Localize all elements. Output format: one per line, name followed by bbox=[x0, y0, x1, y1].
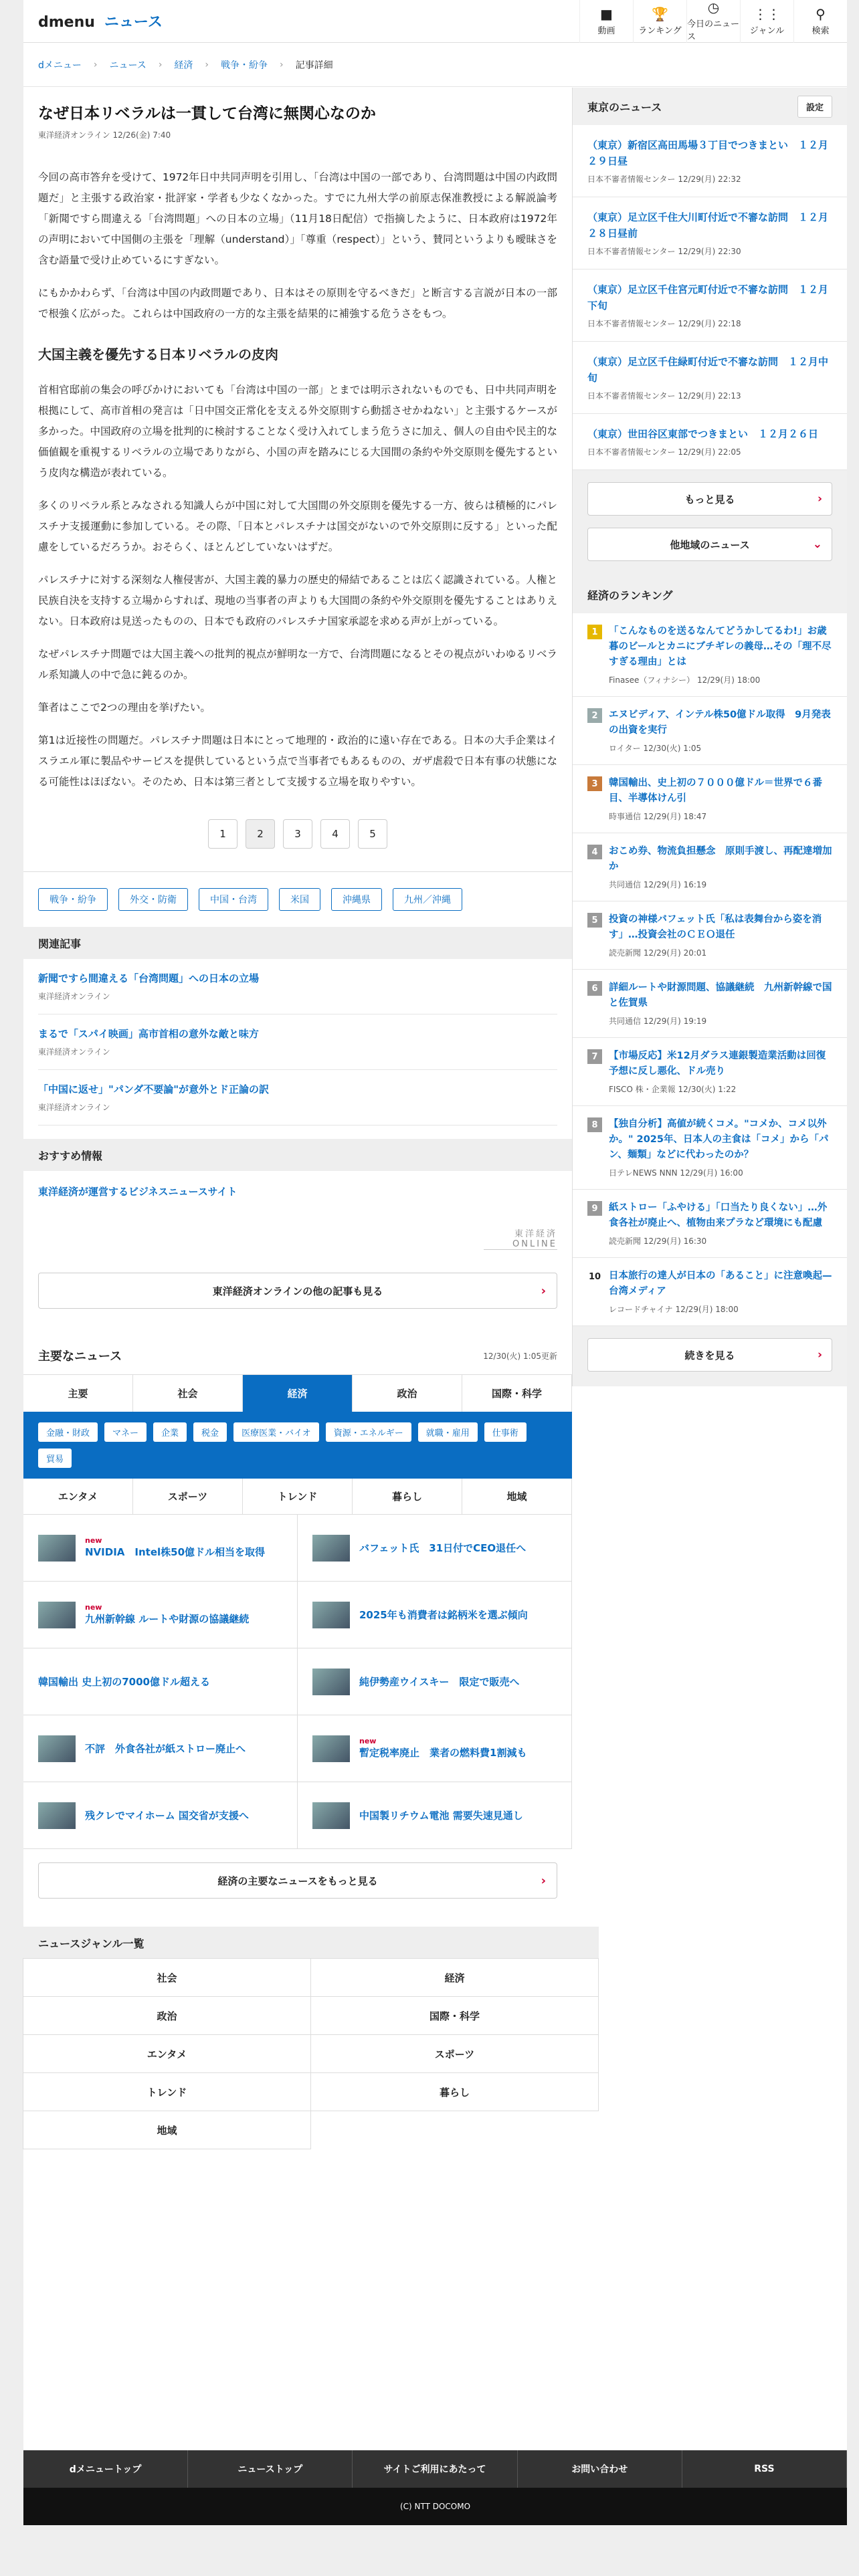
ranking-title[interactable]: 「こんなものを送るなんてどうかしてるわ!」お歳暮のビールとカニにブチギレの義母…その「理不尽すぎる理由」とは bbox=[609, 626, 832, 667]
clock-icon: ◷ bbox=[707, 0, 720, 15]
recommend-box bbox=[23, 1171, 572, 1263]
ranking-body bbox=[609, 980, 832, 1027]
major-news-item[interactable] bbox=[298, 1648, 572, 1715]
sub-category-tag[interactable]: 医療医業・バイオ bbox=[233, 1422, 319, 1442]
related-title[interactable]: 新聞ですら間違える「台湾問題」への日本の立場 bbox=[38, 972, 260, 984]
sub-category-tag[interactable]: マネー bbox=[104, 1422, 147, 1442]
genre-heading: ニュースジャンル一覧 bbox=[23, 1927, 599, 1959]
local-news-title[interactable]: （東京）足立区千住宮元町付近で不審な訪問 １２月下旬 bbox=[587, 284, 829, 312]
major-news-title: バフェット氏 31日付でCEO退任へ bbox=[359, 1541, 527, 1554]
article-paragraph: 今回の高市答弁を受けて、1972年日中共同声明を引用し、「台湾は中国の一部であり、台湾問題は中国の内政問題だ」と主張する政治家・批評家・学者も少なくなかった。すでに九州大学の前原志保准教授による解説論考「新聞ですら間違える「台湾問題」への日本の立場」（11月18日配信）で指摘したように、日本政府は1972年の声明において中国側の主張を「理解（understand）」「尊重（respect）」という、賛同というよりも曖昧さを含む語量で受け止めているにすぎない。 bbox=[38, 171, 557, 266]
footer-nav bbox=[23, 2450, 847, 2488]
major-news-item[interactable] bbox=[298, 1582, 572, 1648]
major-news-title: 残クレでマイホーム 国交省が支援へ bbox=[85, 1809, 249, 1822]
major-news bbox=[23, 1337, 572, 1899]
chevron-right-icon: › bbox=[541, 1283, 546, 1298]
sub-category-tag[interactable]: 税金 bbox=[193, 1422, 227, 1442]
major-news-header bbox=[23, 1337, 572, 1374]
related-title[interactable]: まるで「スパイ映画」高市首相の意外な敵と味方 bbox=[38, 1028, 259, 1040]
local-news-title[interactable]: （東京）足立区千住大川町付近で不審な訪問 １２月２８日昼前 bbox=[587, 211, 829, 239]
ranking-source: 日テレNEWS NNN 12/29(月) 16:00 bbox=[609, 1168, 743, 1178]
rank-number: 8 bbox=[587, 1117, 602, 1132]
major-news-text bbox=[359, 1808, 523, 1823]
major-news-item[interactable] bbox=[23, 1648, 298, 1715]
site-header bbox=[23, 0, 847, 43]
news-thumbnail bbox=[312, 1735, 350, 1762]
ranking-title[interactable]: 投資の神様バフェット氏「私は表舞台から姿を消す」…投資会社のＣＥＯ退任 bbox=[609, 914, 822, 940]
chevron-right-icon: › bbox=[817, 1348, 822, 1362]
article-paragraph: パレスチナに対する深刻な人権侵害が、大国主義的暴力の歴史的帰結であることは広く認識されている。人権と民族自決を支持する立場からすれば、現地の当事者の声よりも大国間の条約や外交原則を優先することはありえない。日本政府は見送ったものの、日本でも政府のパレスチナ国家承認を求める声が上がっている。 bbox=[38, 574, 557, 627]
major-news-title: 純伊勢産ウイスキー 限定で販売へ bbox=[359, 1675, 520, 1688]
search-icon: ⚲ bbox=[816, 5, 826, 22]
tag-chip[interactable]: 中国・台湾 bbox=[199, 888, 268, 911]
article bbox=[23, 88, 572, 849]
chevron-right-icon: › bbox=[280, 59, 284, 70]
ranking-item[interactable] bbox=[573, 1106, 847, 1190]
related-item[interactable] bbox=[38, 959, 557, 1014]
ranking-item[interactable] bbox=[573, 1190, 847, 1258]
local-news-title[interactable]: （東京）世田谷区東部でつきまとい １２月２６日 bbox=[587, 428, 819, 440]
button-label: 東洋経済オンラインの他の記事も見る bbox=[212, 1285, 383, 1297]
pagination bbox=[38, 819, 557, 849]
article-source: 東洋経済オンライン 12/26(金) 7:40 bbox=[38, 130, 171, 140]
more-local-button[interactable] bbox=[587, 482, 832, 516]
ranking-source: 読売新聞 12/29(月) 20:01 bbox=[609, 948, 707, 958]
major-news-grid bbox=[23, 1515, 572, 1849]
other-region-button[interactable] bbox=[587, 528, 832, 561]
major-news-item[interactable] bbox=[23, 1515, 298, 1582]
chevron-right-icon: › bbox=[541, 1873, 546, 1888]
tab-secondary-2[interactable]: トレンド bbox=[243, 1479, 353, 1514]
major-tabs bbox=[23, 1374, 572, 1412]
chevron-down-icon: ⌄ bbox=[812, 538, 822, 551]
ranking-source: 共同通信 12/29(月) 19:19 bbox=[609, 1016, 707, 1026]
related-heading: 関連記事 bbox=[23, 927, 572, 959]
page-number[interactable]: 3 bbox=[283, 819, 312, 849]
local-news-source: 日本不審者情報センター 12/29(月) 22:32 bbox=[587, 175, 741, 184]
local-news-item[interactable] bbox=[573, 414, 847, 470]
ranking-body bbox=[609, 912, 832, 958]
trophy-icon: 🏆 bbox=[652, 5, 668, 22]
ranking-source: レコードチャイナ 12/29(月) 18:00 bbox=[609, 1305, 739, 1314]
major-news-title: 不評 外食各社が紙ストロー廃止へ bbox=[85, 1742, 246, 1755]
major-news-item[interactable] bbox=[23, 1715, 298, 1782]
ranking-body bbox=[609, 1200, 832, 1247]
local-news-item[interactable] bbox=[573, 342, 847, 414]
footer-link[interactable]: サイトご利用にあたって bbox=[353, 2450, 517, 2488]
ranking-item[interactable] bbox=[573, 1038, 847, 1106]
page-number[interactable]: 5 bbox=[358, 819, 387, 849]
news-thumbnail bbox=[312, 1669, 350, 1695]
more-ranking-button[interactable] bbox=[587, 1338, 832, 1372]
site-logo[interactable] bbox=[38, 11, 163, 31]
header-nav-item[interactable] bbox=[686, 0, 740, 43]
article-paragraph: 首相官邸前の集会の呼びかけにおいても「台湾は中国の一部」とまでは明示されないものでも、日中共同声明を根拠にして、高市首相の発言は「日中国交正常化を支える外交原則すら動揺させかねない」と主張するケースが多かった。中国政府の立場を批判的に検討することなく受け入れてしまう危うさに加え、個人の自由や民主的な価値観を重視するリベラルの立場でありながら、小国の声を踏みにじる大国間の条約や外交原則を優先するという皮肉な構造が表れている。 bbox=[38, 384, 557, 479]
tab-secondary-3[interactable]: 暮らし bbox=[353, 1479, 462, 1514]
major-news-text bbox=[85, 1604, 249, 1626]
header-nav-label: 検索 bbox=[812, 25, 830, 36]
tag-chip[interactable]: 沖縄県 bbox=[331, 888, 382, 911]
ranking-item[interactable] bbox=[573, 901, 847, 970]
major-news-text bbox=[359, 1608, 528, 1622]
related-source: 東洋経済オンライン bbox=[38, 1103, 110, 1112]
tag-chip[interactable]: 米国 bbox=[279, 888, 320, 911]
ranking-body bbox=[609, 1269, 832, 1315]
tab-4[interactable]: 国際・科学 bbox=[462, 1375, 572, 1412]
article-paragraph: 筆者はここで2つの理由を挙げたい。 bbox=[38, 702, 211, 714]
ranking-source: 共同通信 12/29(月) 16:19 bbox=[609, 880, 707, 889]
tab-1[interactable]: 社会 bbox=[133, 1375, 243, 1412]
major-news-item[interactable] bbox=[298, 1782, 572, 1849]
header-nav-item[interactable] bbox=[579, 0, 633, 43]
local-news-source: 日本不審者情報センター 12/29(月) 22:30 bbox=[587, 247, 741, 256]
new-badge: new bbox=[359, 1736, 377, 1745]
ranking-title[interactable]: 紙ストロー「ふやける」「口当たり良くない」…外食各社が廃止へ、植物由来プラなど環境にも配慮 bbox=[609, 1202, 828, 1228]
site-footer bbox=[23, 2450, 847, 2525]
logo-service: ニュース bbox=[104, 14, 163, 31]
local-news-item[interactable] bbox=[573, 125, 847, 197]
copyright: (C) NTT DOCOMO bbox=[23, 2488, 847, 2525]
ranking-header bbox=[573, 576, 847, 613]
header-nav-item[interactable] bbox=[793, 0, 847, 43]
button-label: もっと見る bbox=[684, 493, 735, 506]
breadcrumb-current: 記事詳細 bbox=[295, 60, 333, 71]
major-news-text bbox=[359, 1737, 527, 1760]
ranking-body bbox=[609, 776, 832, 822]
sub-category-tag[interactable]: 貿易 bbox=[38, 1448, 72, 1468]
major-news-title: 九州新幹線 ルートや財源の協議継続 bbox=[85, 1612, 250, 1625]
ranking-source: ロイター 12/30(火) 1:05 bbox=[609, 744, 702, 753]
breadcrumb-link[interactable]: dメニュー bbox=[38, 60, 82, 71]
tab-secondary-0[interactable]: エンタメ bbox=[23, 1479, 133, 1514]
tab-secondary-4[interactable]: 地域 bbox=[462, 1479, 572, 1514]
related-title[interactable]: 「中国に返せ」"パンダ不要論"が意外とド正論の訳 bbox=[38, 1083, 270, 1095]
genre-item[interactable]: 暮らし bbox=[310, 2072, 599, 2111]
ranking-heading: 経済のランキング bbox=[587, 588, 673, 602]
major-news-title: 韓国輸出 史上初の7000億ドル超える bbox=[38, 1675, 210, 1688]
major-news-item[interactable] bbox=[23, 1782, 298, 1849]
genre-item[interactable]: 経済 bbox=[310, 1958, 599, 1997]
article-paragraph: 多くのリベラル系とみなされる知識人らが中国に対して大国間の外交原則を優先する一方、彼らは積極的にパレスチナ支援運動に参加している。その際、「日本とパレスチナは国交がないので外交原則に反する」といった配慮をしているだろうか。おそらく、ほとんどしていないはずだ。 bbox=[38, 500, 557, 553]
genre-item[interactable]: 政治 bbox=[23, 1996, 311, 2035]
tag-chip[interactable]: 戦争・紛争 bbox=[38, 888, 108, 911]
new-badge: new bbox=[85, 1602, 102, 1612]
grid-icon: ⋮⋮ bbox=[753, 5, 781, 22]
ranking-title[interactable]: 日本旅行の達人が日本の「あること」に注意喚起—台湾メディア bbox=[609, 1271, 832, 1297]
button-label: 他地域のニュース bbox=[670, 538, 750, 551]
chevron-right-icon: › bbox=[817, 492, 822, 506]
header-nav-label: 今日のニュース bbox=[687, 19, 740, 42]
news-thumbnail bbox=[38, 1535, 76, 1562]
major-news-text bbox=[359, 1675, 519, 1689]
toyokeizai-logo: 東洋経済 ONLINE bbox=[484, 1226, 557, 1250]
rank-number: 2 bbox=[587, 708, 602, 723]
news-thumbnail bbox=[38, 1602, 76, 1628]
tab-secondary-1[interactable]: スポーツ bbox=[133, 1479, 243, 1514]
ranking-item[interactable] bbox=[573, 613, 847, 697]
major-news-title: NVIDIA Intel株50億ドル相当を取得 bbox=[85, 1545, 266, 1558]
ranking-title[interactable]: 詳細ルートや財源問題、協議継続 九州新幹線で国と佐賀県 bbox=[609, 982, 832, 1008]
article-tags bbox=[23, 871, 572, 927]
header-nav-label: ジャンル bbox=[749, 25, 785, 36]
major-news-text bbox=[359, 1541, 526, 1555]
ranking-list bbox=[573, 613, 847, 1326]
sub-category-tag[interactable]: 金融・財政 bbox=[38, 1422, 98, 1442]
article-paragraph: 第1は近接性の問題だ。パレスチナ問題は日本にとって地理的・政治的に遠い存在である。日本の大手企業はイスラエル軍に製品やサービスを提供しているという点で当事者でもあるものの、ガザ虐殺で日本有事の状態になる可能性はほぼない。そのため、日本は第三者として支援する立場を取りやすい。 bbox=[38, 734, 557, 788]
sub-category-tags bbox=[23, 1412, 572, 1479]
local-news-item[interactable] bbox=[573, 270, 847, 342]
article-paragraph: なぜパレスチナ問題では大国主義への批判的視点が鮮明な一方で、台湾問題になるとその視点がいわゆるリベラル系知識人の中で急に鈍るのか。 bbox=[38, 648, 557, 681]
major-news-text bbox=[85, 1741, 246, 1756]
ranking-source: 読売新聞 12/29(月) 16:30 bbox=[609, 1237, 707, 1246]
local-news-list bbox=[573, 125, 847, 470]
ranking-body bbox=[609, 624, 832, 685]
button-label: 続きを見る bbox=[684, 1349, 735, 1362]
tab-3[interactable]: 政治 bbox=[353, 1375, 462, 1412]
genre-item[interactable]: 社会 bbox=[23, 1958, 311, 1997]
footer-link[interactable]: お問い合わせ bbox=[518, 2450, 682, 2488]
news-thumbnail bbox=[38, 1735, 76, 1762]
sidebar bbox=[572, 88, 847, 1386]
chevron-right-icon: › bbox=[93, 59, 98, 70]
page-number[interactable]: 1 bbox=[208, 819, 237, 849]
major-news-item[interactable] bbox=[298, 1715, 572, 1782]
ranking-title[interactable]: 韓国輸出、史上初の７０００億ドル＝世界で６番目、半導体けん引 bbox=[609, 778, 822, 804]
chevron-right-icon: › bbox=[158, 59, 163, 70]
major-news-text bbox=[85, 1808, 249, 1823]
video-icon: ■ bbox=[600, 5, 613, 22]
breadcrumb-link[interactable]: ニュース bbox=[109, 60, 147, 71]
genre-item[interactable]: 国際・科学 bbox=[310, 1996, 599, 2035]
local-news-source: 日本不審者情報センター 12/29(月) 22:05 bbox=[587, 447, 741, 457]
tag-chip[interactable]: 外交・防衛 bbox=[118, 888, 188, 911]
ranking-body bbox=[609, 1049, 832, 1095]
major-news-heading: 主要なニュース bbox=[38, 1350, 122, 1364]
header-nav bbox=[579, 0, 847, 43]
local-news-header bbox=[573, 88, 847, 125]
major-news-item[interactable] bbox=[23, 1582, 298, 1648]
major-news-title: 暫定税率廃止 業者の燃料費1割減も bbox=[359, 1746, 527, 1759]
tab-0[interactable]: 主要 bbox=[23, 1375, 133, 1412]
ranking-item[interactable] bbox=[573, 765, 847, 833]
rank-number: 5 bbox=[587, 913, 602, 928]
major-news-item[interactable] bbox=[298, 1515, 572, 1582]
local-news-source: 日本不審者情報センター 12/29(月) 22:18 bbox=[587, 319, 741, 328]
page-number[interactable]: 2 bbox=[246, 819, 275, 849]
news-thumbnail bbox=[312, 1535, 350, 1562]
page-number[interactable]: 4 bbox=[320, 819, 350, 849]
major-tabs-secondary bbox=[23, 1479, 572, 1515]
sub-category-tag[interactable]: 就職・雇用 bbox=[418, 1422, 478, 1442]
footer-link[interactable]: RSS bbox=[682, 2450, 847, 2488]
logo-brand: dmenu bbox=[38, 14, 95, 31]
ranking-title[interactable]: エヌビディア、インテル株50億ドル取得 9月発表の出資を実行 bbox=[609, 710, 831, 736]
genre-item[interactable]: トレンド bbox=[23, 2072, 311, 2111]
chevron-right-icon: › bbox=[205, 59, 209, 70]
genre-item[interactable]: 地域 bbox=[23, 2111, 311, 2149]
major-news-title: 2025年も消費者は銘柄米を選ぶ傾向 bbox=[359, 1608, 528, 1621]
news-thumbnail bbox=[38, 1802, 76, 1829]
related-source: 東洋経済オンライン bbox=[38, 1047, 110, 1057]
article-title: なぜ日本リベラルは一貫して台湾に無関心なのか bbox=[38, 105, 376, 122]
rank-number: 1 bbox=[587, 625, 602, 639]
header-nav-item[interactable] bbox=[633, 0, 686, 43]
article-subheading: 大国主義を優先する日本リベラルの皮肉 bbox=[38, 346, 278, 362]
rank-number: 7 bbox=[587, 1049, 602, 1064]
settings-button[interactable]: 設定 bbox=[797, 96, 832, 118]
related-item[interactable] bbox=[38, 1014, 557, 1070]
genre-grid bbox=[23, 1959, 599, 2149]
more-toyokeizai-button[interactable] bbox=[38, 1273, 557, 1309]
ranking-title[interactable]: おこめ券、物流負担懸念 原則手渡し、再配達増加か bbox=[609, 846, 832, 872]
breadcrumb-link[interactable]: 経済 bbox=[174, 60, 193, 71]
recommend-link[interactable]: 東洋経済が運営するビジネスニュースサイト bbox=[38, 1186, 237, 1198]
rank-number: 4 bbox=[587, 845, 602, 859]
ranking-title[interactable]: 【市場反応】米12月ダラス連銀製造業活動は回復予想に反し悪化、ドル売り bbox=[609, 1051, 826, 1077]
ranking-source: 時事通信 12/29(月) 18:47 bbox=[609, 812, 707, 821]
local-news-heading: 東京のニュース bbox=[587, 100, 662, 114]
footer-link[interactable]: ニューストップ bbox=[188, 2450, 353, 2488]
ranking-item[interactable] bbox=[573, 970, 847, 1038]
rank-number: 10 bbox=[588, 1271, 601, 1282]
ranking-body bbox=[609, 844, 832, 890]
rank-number: 6 bbox=[587, 981, 602, 996]
updated-time: 12/30(火) 1:05更新 bbox=[483, 1351, 557, 1361]
ranking-item[interactable] bbox=[573, 1258, 847, 1326]
ranking-item[interactable] bbox=[573, 697, 847, 765]
main-column bbox=[23, 88, 572, 2149]
ranking-body bbox=[609, 708, 832, 754]
article-paragraph: にもかかわらず、「台湾は中国の内政問題であり、日本はその原則を守るべきだ」と断言する言説が日本の一部で根強く広がった。これらは中国政府の一方的な主張を結果的に補強する危うさをもつ。 bbox=[38, 287, 557, 320]
local-news-source: 日本不審者情報センター 12/29(月) 22:13 bbox=[587, 391, 741, 401]
tab-2[interactable]: 経済 bbox=[243, 1375, 353, 1412]
related-item[interactable] bbox=[38, 1070, 557, 1125]
new-badge: new bbox=[85, 1535, 102, 1545]
major-news-text bbox=[85, 1537, 265, 1560]
ranking-item[interactable] bbox=[573, 833, 847, 901]
breadcrumb-link[interactable]: 戦争・紛争 bbox=[221, 60, 268, 71]
news-thumbnail bbox=[312, 1802, 350, 1829]
article-body bbox=[38, 167, 557, 792]
genre-item[interactable]: スポーツ bbox=[310, 2034, 599, 2073]
ranking-body bbox=[609, 1117, 832, 1178]
tag-chip[interactable]: 九州／沖縄 bbox=[393, 888, 462, 911]
footer-link[interactable]: dメニュートップ bbox=[23, 2450, 188, 2488]
related-source: 東洋経済オンライン bbox=[38, 992, 110, 1001]
header-nav-label: 動画 bbox=[597, 25, 615, 36]
ranking-source: FISCO 株・企業報 12/30(火) 1:22 bbox=[609, 1085, 737, 1094]
more-economy-button[interactable] bbox=[38, 1862, 557, 1899]
header-nav-item[interactable] bbox=[740, 0, 793, 43]
recommend-heading: おすすめ情報 bbox=[23, 1139, 572, 1171]
local-news-title[interactable]: （東京）新宿区高田馬場３丁目でつきまとい １２月２９日昼 bbox=[587, 139, 829, 167]
sub-category-tag[interactable]: 企業 bbox=[153, 1422, 187, 1442]
breadcrumb bbox=[23, 43, 847, 87]
ranking-title[interactable]: 【独自分析】高値が続くコメ。"コメか、コメ以外か。" 2025年、日本人の主食は「コメ」から「パン、麺類」などに代わったのか？ bbox=[609, 1119, 829, 1160]
rank-number: 9 bbox=[587, 1201, 602, 1216]
local-news-item[interactable] bbox=[573, 197, 847, 270]
related-list bbox=[23, 959, 572, 1125]
rank-number: 3 bbox=[587, 776, 602, 791]
major-news-text bbox=[38, 1675, 210, 1689]
header-nav-label: ランキング bbox=[638, 25, 682, 36]
local-news-title[interactable]: （東京）足立区千住緑町付近で不審な訪問 １２月中旬 bbox=[587, 356, 829, 384]
button-label: 経済の主要なニュースをもっと見る bbox=[217, 1874, 378, 1887]
genre-item[interactable]: エンタメ bbox=[23, 2034, 311, 2073]
ranking-source: Finasee（フィナシー） 12/29(月) 18:00 bbox=[609, 675, 761, 685]
major-news-title: 中国製リチウム電池 需要失速見通し bbox=[359, 1809, 523, 1822]
sub-category-tag[interactable]: 資源・エネルギー bbox=[326, 1422, 411, 1442]
sub-category-tag[interactable]: 仕事術 bbox=[484, 1422, 527, 1442]
genre-list bbox=[23, 1927, 599, 2149]
news-thumbnail bbox=[312, 1602, 350, 1628]
